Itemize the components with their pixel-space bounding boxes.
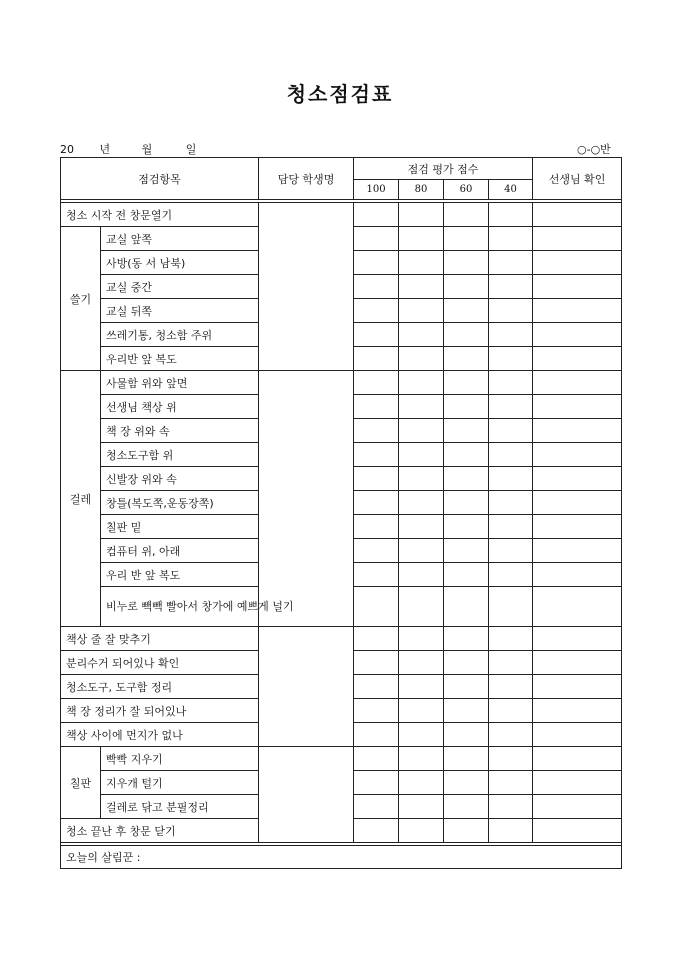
score-cell[interactable] <box>444 539 489 563</box>
score-cell[interactable] <box>399 227 444 251</box>
score-cell[interactable] <box>444 395 489 419</box>
score-cell[interactable] <box>354 203 399 227</box>
item-misc: 책상 줄 잘 맞추기 <box>61 627 259 651</box>
score-cell[interactable] <box>489 203 533 227</box>
score-cell[interactable] <box>489 795 533 819</box>
score-cell[interactable] <box>444 251 489 275</box>
class-label: ○-○반 <box>577 143 611 156</box>
score-cell[interactable] <box>399 395 444 419</box>
score-cell[interactable] <box>399 203 444 227</box>
item-mop: 우리 반 앞 복도 <box>101 563 259 587</box>
score-cell[interactable] <box>489 675 533 699</box>
teacher-cell[interactable] <box>533 419 622 443</box>
item-sweep: 사방(동 서 남북) <box>101 251 259 275</box>
score-cell[interactable] <box>354 347 399 371</box>
score-cell[interactable] <box>354 395 399 419</box>
score-cell[interactable] <box>489 587 533 627</box>
score-cell[interactable] <box>444 347 489 371</box>
score-cell[interactable] <box>354 323 399 347</box>
score-cell[interactable] <box>444 771 489 795</box>
page-title: 청소점검표 <box>286 82 394 106</box>
group-mop: 걸레 <box>61 371 101 627</box>
item-mop: 신발장 위와 속 <box>101 467 259 491</box>
item-mop: 책 장 위와 속 <box>101 419 259 443</box>
teacher-cell[interactable] <box>533 651 622 675</box>
teacher-cell[interactable] <box>533 795 622 819</box>
score-cell[interactable] <box>489 467 533 491</box>
score-cell[interactable] <box>489 347 533 371</box>
score-cell[interactable] <box>399 747 444 771</box>
item-mop: 칠판 밑 <box>101 515 259 539</box>
teacher-cell[interactable] <box>533 563 622 587</box>
date-line <box>60 141 196 157</box>
teacher-cell[interactable] <box>533 275 622 299</box>
header-student: 담당 학생명 <box>259 158 354 200</box>
header-score-group: 점검 평가 점수 <box>354 158 533 180</box>
score-cell[interactable] <box>444 323 489 347</box>
score-cell[interactable] <box>399 491 444 515</box>
score-cell[interactable] <box>399 627 444 651</box>
score-cell[interactable] <box>444 675 489 699</box>
score-cell[interactable] <box>444 651 489 675</box>
score-cell[interactable] <box>444 203 489 227</box>
score-cell[interactable] <box>489 491 533 515</box>
teacher-cell[interactable] <box>533 515 622 539</box>
score-cell[interactable] <box>354 563 399 587</box>
score-cell[interactable] <box>354 515 399 539</box>
inspection-table <box>60 157 622 869</box>
teacher-cell[interactable] <box>533 251 622 275</box>
score-cell[interactable] <box>444 515 489 539</box>
score-cell[interactable] <box>444 747 489 771</box>
score-cell[interactable] <box>399 699 444 723</box>
day-unit: 일 <box>185 143 197 156</box>
teacher-cell[interactable] <box>533 819 622 843</box>
item-mop: 사물함 위와 앞면 <box>101 371 259 395</box>
teacher-cell[interactable] <box>533 467 622 491</box>
score-cell[interactable] <box>399 443 444 467</box>
score-cell[interactable] <box>489 723 533 747</box>
score-cell[interactable] <box>444 819 489 843</box>
student-cell-sweep[interactable] <box>259 203 354 371</box>
score-cell[interactable] <box>354 443 399 467</box>
score-cell[interactable] <box>489 771 533 795</box>
score-cell[interactable] <box>354 299 399 323</box>
score-cell[interactable] <box>399 467 444 491</box>
score-cell[interactable] <box>489 371 533 395</box>
score-cell[interactable] <box>444 627 489 651</box>
teacher-cell[interactable] <box>533 723 622 747</box>
score-cell[interactable] <box>489 443 533 467</box>
student-cell-board[interactable] <box>259 747 354 843</box>
score-cell[interactable] <box>399 563 444 587</box>
item-board: 빡빡 지우기 <box>101 747 259 771</box>
score-cell[interactable] <box>354 675 399 699</box>
score-cell[interactable] <box>354 467 399 491</box>
score-80: 80 <box>399 180 444 200</box>
score-cell[interactable] <box>354 699 399 723</box>
teacher-cell[interactable] <box>533 627 622 651</box>
score-cell[interactable] <box>354 491 399 515</box>
score-cell[interactable] <box>489 563 533 587</box>
teacher-cell[interactable] <box>533 539 622 563</box>
memo-field[interactable]: 오늘의 살림꾼 : <box>61 846 622 869</box>
item-mop: 창틀(복도쪽,운동장쪽) <box>101 491 259 515</box>
item-mop: 선생님 책상 위 <box>101 395 259 419</box>
score-cell[interactable] <box>489 747 533 771</box>
teacher-cell[interactable] <box>533 675 622 699</box>
header-item: 점검항목 <box>61 158 259 200</box>
score-cell[interactable] <box>489 299 533 323</box>
item-mop: 비누로 빽빽 빨아서 창가에 예쁘게 널기 <box>101 587 259 627</box>
item-board: 지우개 털기 <box>101 771 259 795</box>
score-100: 100 <box>354 180 399 200</box>
score-cell[interactable] <box>444 275 489 299</box>
score-cell[interactable] <box>444 795 489 819</box>
score-cell[interactable] <box>489 395 533 419</box>
item-sweep: 쓰레기통, 청소함 주위 <box>101 323 259 347</box>
group-sweep: 쓸기 <box>61 227 101 371</box>
score-cell[interactable] <box>444 443 489 467</box>
score-40: 40 <box>489 180 533 200</box>
item-sweep: 교실 뒤쪽 <box>101 299 259 323</box>
score-cell[interactable] <box>444 467 489 491</box>
score-cell[interactable] <box>354 747 399 771</box>
score-cell[interactable] <box>444 299 489 323</box>
score-cell[interactable] <box>444 699 489 723</box>
year-unit: 년 <box>99 143 111 156</box>
month-unit: 월 <box>141 143 153 156</box>
score-cell[interactable] <box>399 419 444 443</box>
teacher-cell[interactable] <box>533 371 622 395</box>
group-board: 칠판 <box>61 747 101 819</box>
score-cell[interactable] <box>489 515 533 539</box>
score-cell[interactable] <box>399 371 444 395</box>
teacher-cell[interactable] <box>533 395 622 419</box>
score-cell[interactable] <box>399 795 444 819</box>
item-sweep: 교실 중간 <box>101 275 259 299</box>
score-cell[interactable] <box>444 227 489 251</box>
student-cell-mop[interactable] <box>259 371 354 627</box>
score-cell[interactable] <box>354 771 399 795</box>
score-cell[interactable] <box>489 699 533 723</box>
item-misc: 책 장 정리가 잘 되어있나 <box>61 699 259 723</box>
score-cell[interactable] <box>489 651 533 675</box>
score-cell[interactable] <box>399 539 444 563</box>
item-misc: 책상 사이에 먼지가 없나 <box>61 723 259 747</box>
score-cell[interactable] <box>399 675 444 699</box>
score-cell[interactable] <box>444 723 489 747</box>
score-cell[interactable] <box>354 819 399 843</box>
score-cell[interactable] <box>489 227 533 251</box>
teacher-cell[interactable] <box>533 443 622 467</box>
item-board: 걸레로 닦고 분필정리 <box>101 795 259 819</box>
score-cell[interactable] <box>399 251 444 275</box>
teacher-cell[interactable] <box>533 203 622 227</box>
header-teacher: 선생님 확인 <box>533 158 622 200</box>
item-end: 청소 끝난 후 창문 닫기 <box>61 819 259 843</box>
score-cell[interactable] <box>354 251 399 275</box>
score-cell[interactable] <box>399 299 444 323</box>
score-cell[interactable] <box>354 587 399 627</box>
item-mop: 컴퓨터 위, 아래 <box>101 539 259 563</box>
score-cell[interactable] <box>354 651 399 675</box>
score-cell[interactable] <box>354 723 399 747</box>
score-cell[interactable] <box>399 723 444 747</box>
teacher-cell[interactable] <box>533 227 622 251</box>
teacher-cell[interactable] <box>533 747 622 771</box>
score-cell[interactable] <box>399 275 444 299</box>
score-cell[interactable] <box>399 323 444 347</box>
teacher-cell[interactable] <box>533 491 622 515</box>
score-cell[interactable] <box>354 275 399 299</box>
score-60: 60 <box>444 180 489 200</box>
teacher-cell[interactable] <box>533 587 622 627</box>
score-cell[interactable] <box>399 819 444 843</box>
item-sweep: 교실 앞쪽 <box>101 227 259 251</box>
score-cell[interactable] <box>489 323 533 347</box>
score-cell[interactable] <box>354 795 399 819</box>
score-cell[interactable] <box>354 371 399 395</box>
item-mop: 청소도구함 위 <box>101 443 259 467</box>
year-prefix: 20 <box>60 143 74 156</box>
item-sweep: 우리반 앞 복도 <box>101 347 259 371</box>
score-cell[interactable] <box>444 371 489 395</box>
score-cell[interactable] <box>354 419 399 443</box>
score-cell[interactable] <box>489 275 533 299</box>
teacher-cell[interactable] <box>533 299 622 323</box>
score-cell[interactable] <box>399 651 444 675</box>
score-cell[interactable] <box>444 491 489 515</box>
score-cell[interactable] <box>399 587 444 627</box>
item-start: 청소 시작 전 창문열기 <box>61 203 259 227</box>
score-cell[interactable] <box>489 627 533 651</box>
score-cell[interactable] <box>354 539 399 563</box>
score-cell[interactable] <box>354 227 399 251</box>
score-cell[interactable] <box>399 771 444 795</box>
score-cell[interactable] <box>444 419 489 443</box>
score-cell[interactable] <box>354 627 399 651</box>
teacher-cell[interactable] <box>533 323 622 347</box>
score-cell[interactable] <box>399 347 444 371</box>
score-cell[interactable] <box>489 539 533 563</box>
score-cell[interactable] <box>489 251 533 275</box>
student-cell-misc[interactable] <box>259 627 354 747</box>
score-cell[interactable] <box>489 419 533 443</box>
teacher-cell[interactable] <box>533 347 622 371</box>
score-cell[interactable] <box>489 819 533 843</box>
score-cell[interactable] <box>399 515 444 539</box>
score-cell[interactable] <box>444 563 489 587</box>
item-misc: 청소도구, 도구함 정리 <box>61 675 259 699</box>
item-misc: 분리수거 되어있나 확인 <box>61 651 259 675</box>
teacher-cell[interactable] <box>533 771 622 795</box>
score-cell[interactable] <box>444 587 489 627</box>
teacher-cell[interactable] <box>533 699 622 723</box>
